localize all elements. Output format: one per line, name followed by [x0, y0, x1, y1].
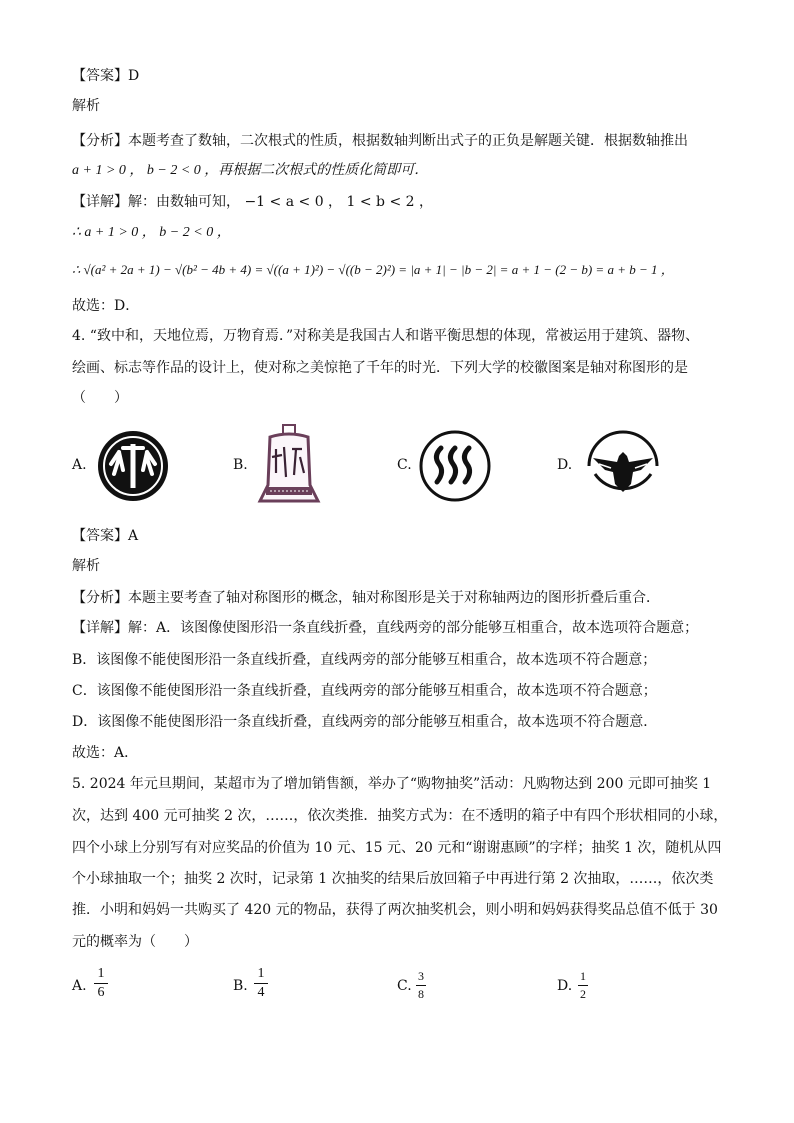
- q5-stem-line3: 四个小球上分别写有对应奖品的价值为 10 元、15 元、20 元和“谢谢惠顾”的字样；抽奖 1 次，随机从四: [72, 840, 722, 856]
- bell-seal-logo-icon: [256, 423, 322, 507]
- q5-stem-line1: 5. 2024 年元旦期间，某超市为了增加销售额，举办了“购物抽奖”活动：凡购物达到 200 元即可抽奖 1: [72, 776, 712, 792]
- q4-detail-c: C．该图像不能使图形沿一条直线折叠，直线两旁的部分能够互相重合，故本选项不符合题意；: [72, 683, 657, 699]
- q4-analysis-heading: 解析: [72, 558, 100, 574]
- q3-detail-formula: ∴ √(a² + 2a + 1) − √(b² − 4b + 4) = √((a + 1)²) − √((b − 2)²) = |a + 1| − |b − 2| = a + 1 − (2 − b) = a + b − 1 ，: [72, 262, 674, 277]
- q4-stem-line3: （ ）: [72, 390, 128, 406]
- q5-option-c-fraction: [416, 969, 426, 1002]
- fraction-numerator: 1: [580, 969, 586, 983]
- q3-fenxi-line1: 【分析】本题考查了数轴，二次根式的性质，根据数轴判断出式子的正负是解题关键．根据数轴推出: [72, 133, 688, 149]
- q3-analysis-heading: 解析: [72, 98, 100, 114]
- q5-option-d-fraction: [578, 969, 588, 1002]
- eagle-logo-icon: [583, 428, 663, 504]
- q4-detail-d: D．该图像不能使图形沿一条直线折叠，直线两旁的部分能够互相重合，故本选项不符合题意．: [72, 714, 658, 730]
- q3-fenxi-line2: a + 1 > 0 ， b − 2 < 0 ，再根据二次根式的性质化简即可．: [72, 163, 429, 178]
- q4-answer: 【答案】A: [72, 528, 139, 544]
- fraction-denominator: 2: [580, 987, 586, 1001]
- q5-option-b-fraction: [254, 966, 268, 1001]
- q4-stem-line1: 4. “致中和，天地位焉，万物育焉．”对称美是我国古人和谐平衡思想的体现，常被运用于建筑、器物、: [72, 328, 700, 344]
- fraction-denominator: 6: [97, 985, 105, 1000]
- pku-logo-icon: [97, 430, 169, 502]
- q4-option-c-label: C.: [397, 457, 412, 473]
- q5-option-b-label: B.: [233, 978, 248, 994]
- q5-option-d-label: D.: [557, 978, 573, 994]
- wave-circle-logo-icon: [419, 430, 491, 502]
- q4-option-b-label: B.: [233, 457, 248, 473]
- q5-stem-line6: 元的概率为（ ）: [72, 934, 198, 950]
- q4-choose: 故选：A．: [72, 745, 139, 761]
- q5-option-c-label: C.: [397, 978, 412, 994]
- q5-option-a-label: A.: [72, 978, 87, 994]
- q3-detail-line1: 【详解】解：由数轴可知， −1 < a < 0 ， 1 < b < 2 ，: [72, 194, 433, 210]
- fraction-denominator: 8: [418, 987, 424, 1001]
- q4-detail-b: B．该图像不能使图形沿一条直线折叠，直线两旁的部分能够互相重合，故本选项不符合题意；: [72, 652, 657, 668]
- q3-detail-line2: ∴ a + 1 > 0 ， b − 2 < 0 ，: [72, 225, 231, 240]
- fraction-numerator: 3: [418, 969, 424, 983]
- q5-option-a-fraction: [94, 966, 108, 1001]
- q4-fenxi: 【分析】本题主要考查了轴对称图形的概念，轴对称图形是关于对称轴两边的图形折叠后重合．: [72, 590, 660, 606]
- q4-detail-a: 【详解】解：A．该图像使图形沿一条直线折叠，直线两旁的部分能够互相重合，故本选项符合题意；: [72, 620, 699, 636]
- q4-stem-line2: 绘画、标志等作品的设计上，使对称之美惊艳了千年的时光．下列大学的校徽图案是轴对称图形的是: [72, 360, 688, 376]
- q4-option-a-label: A.: [72, 457, 87, 473]
- q5-stem-line5: 推．小明和妈妈一共购买了 420 元的物品，获得了两次抽奖机会，则小明和妈妈获得奖品总值不低于 30: [72, 902, 718, 918]
- q4-option-d-label: D.: [557, 457, 573, 473]
- q5-stem-line2: 次，达到 400 元可抽奖 2 次，……，依次类推．抽奖方式为：在不透明的箱子中有四个形状相同的小球，: [72, 808, 728, 824]
- q3-answer: 【答案】D: [72, 68, 140, 84]
- fraction-numerator: 1: [257, 966, 265, 981]
- fraction-numerator: 1: [97, 966, 105, 981]
- fraction-denominator: 4: [257, 985, 265, 1000]
- q3-choose: 故选：D．: [72, 298, 140, 314]
- q5-stem-line4: 个小球抽取一个；抽奖 2 次时，记录第 1 次抽奖的结果后放回箱子中再进行第 2 次抽取，……，依次类: [72, 871, 714, 887]
